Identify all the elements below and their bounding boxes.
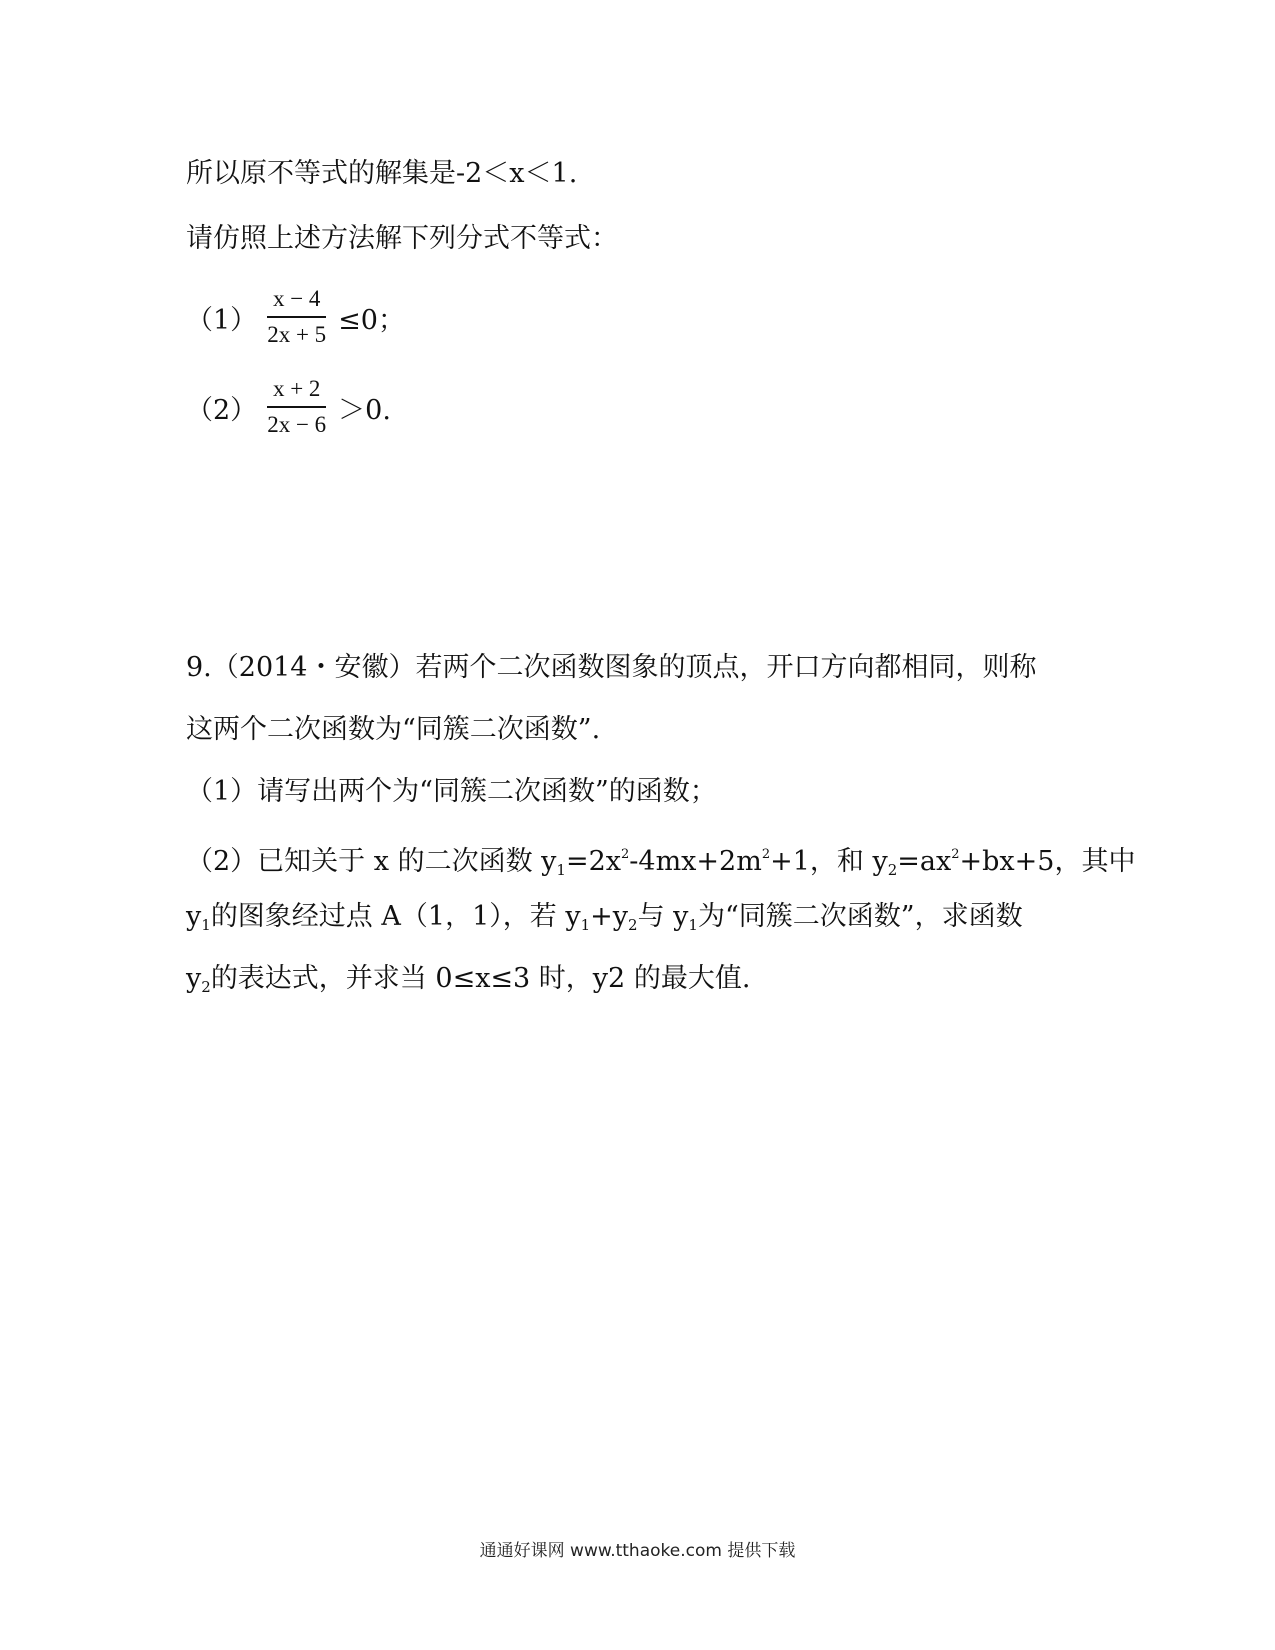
problem9-part1: （1）请写出两个为“同簇二次函数”的函数； (186, 776, 717, 807)
fraction-denominator: 2x + 5 (267, 322, 327, 347)
problem9-line2: 这两个二次函数为“同簇二次函数”. (186, 714, 601, 745)
fraction-numerator: x + 2 (267, 376, 326, 408)
fraction-denominator: 2x − 6 (267, 412, 327, 437)
problem9-line1: 9.（2014・安徽）若两个二次函数图象的顶点，开口方向都相同，则称 (186, 652, 1037, 683)
fraction-numerator: x − 4 (267, 286, 326, 318)
sub-problem-2 (186, 376, 391, 438)
sub-problem-1 (186, 286, 405, 348)
fraction (261, 376, 332, 438)
inequality-relation: ≤0； (338, 304, 405, 336)
page-footer: 通通好课网 www.tthaoke.com 提供下载 (479, 1541, 796, 1561)
problem9-part2-line3: $y_2$的表达式，并求当 0≤x≤3 时，y2 的最大值. (186, 963, 751, 996)
inequality-relation: ＞0. (338, 394, 391, 426)
sub-problem-label: （2） (186, 394, 258, 426)
solution-line: 所以原不等式的解集是-2＜x＜1. (186, 158, 578, 189)
sub-problem-label: （1） (186, 304, 258, 336)
problem9-part2-line2: $y_1$的图象经过点 A（1，1），若 $y_1+y_2$与 $y_1$为“同簇二次函数”，求函数 (186, 901, 1023, 934)
problem9-part2-line1: （2）已知关于 x 的二次函数 $y_1=2x^2-4mx+2m^2+1$，和 $y_2=ax^2+bx+5$，其中 (186, 846, 1136, 879)
fraction (261, 286, 332, 348)
instruction-line: 请仿照上述方法解下列分式不等式： (186, 223, 618, 254)
